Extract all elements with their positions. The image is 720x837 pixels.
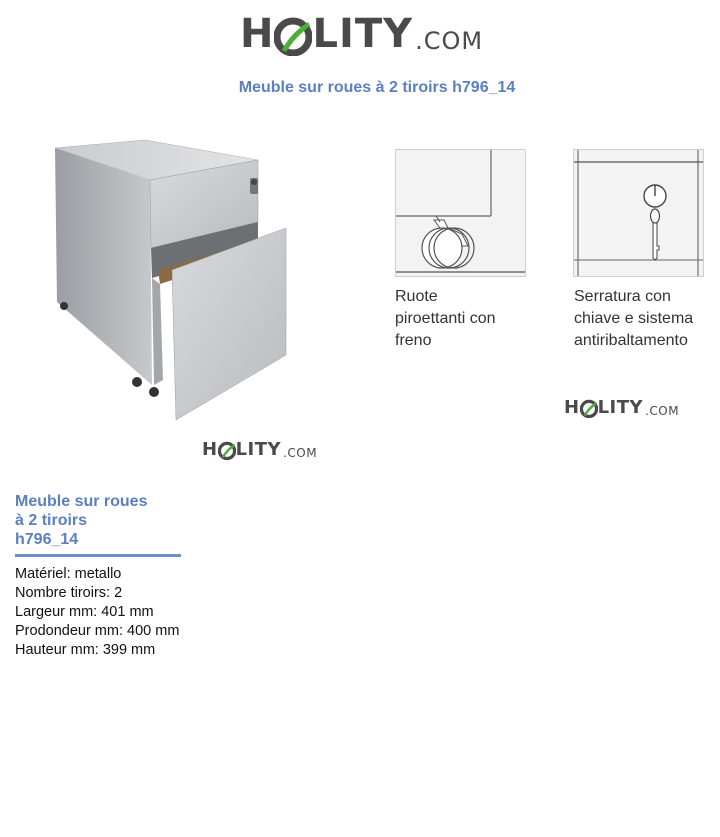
logo-suffix: .COM [645, 404, 680, 418]
feature-caster-caption [395, 286, 496, 352]
features-logo [564, 398, 679, 418]
lock-key-icon [574, 150, 703, 276]
spec-item: Largeur mm: 401 mm [15, 604, 154, 620]
details-title [15, 492, 185, 549]
caption-line: freno [395, 332, 432, 349]
logo-letter-h: H [240, 11, 275, 57]
feature-lock-caption [574, 286, 693, 352]
site-logo[interactable] [240, 12, 500, 68]
spec-item: Nombre tiroirs: 2 [15, 585, 123, 601]
logo-suffix: .COM [283, 446, 318, 460]
logo-letter-h: H [202, 439, 218, 460]
spec-list [15, 565, 179, 660]
spec-item: Matériel: metallo [15, 566, 122, 582]
product-image [40, 130, 310, 430]
logo-suffix: .COM [415, 27, 484, 55]
logo-letter-h: H [564, 397, 580, 418]
logo-o-icon [274, 16, 312, 56]
details-title-line: Meuble sur roues [15, 493, 148, 510]
feature-caster-image [395, 149, 526, 277]
logo-letters: LITY [235, 439, 282, 460]
page-title: Meuble sur roues à 2 tiroirs h796_14 [238, 79, 516, 96]
caption-line: Serratura con [574, 288, 671, 305]
caption-line: Ruote [395, 288, 438, 305]
product-logo [202, 440, 317, 460]
logo-o-icon [580, 399, 598, 418]
caption-line: antiribaltamento [574, 332, 688, 349]
spec-item: Hauteur mm: 399 mm [15, 642, 156, 658]
caption-line: chiave e sistema [574, 310, 694, 327]
logo-letters: LITY [312, 11, 414, 57]
caption-line: piroettanti con [395, 310, 496, 327]
caster-wheel-icon [396, 150, 525, 276]
feature-lock-image [573, 149, 704, 277]
logo-o-icon [218, 441, 236, 460]
details-title-line: à 2 tiroirs [15, 512, 88, 529]
details-divider [15, 554, 181, 557]
spec-item: Prodondeur mm: 400 mm [15, 623, 180, 639]
logo-letters: LITY [597, 397, 644, 418]
details-title-line: h796_14 [15, 531, 79, 548]
